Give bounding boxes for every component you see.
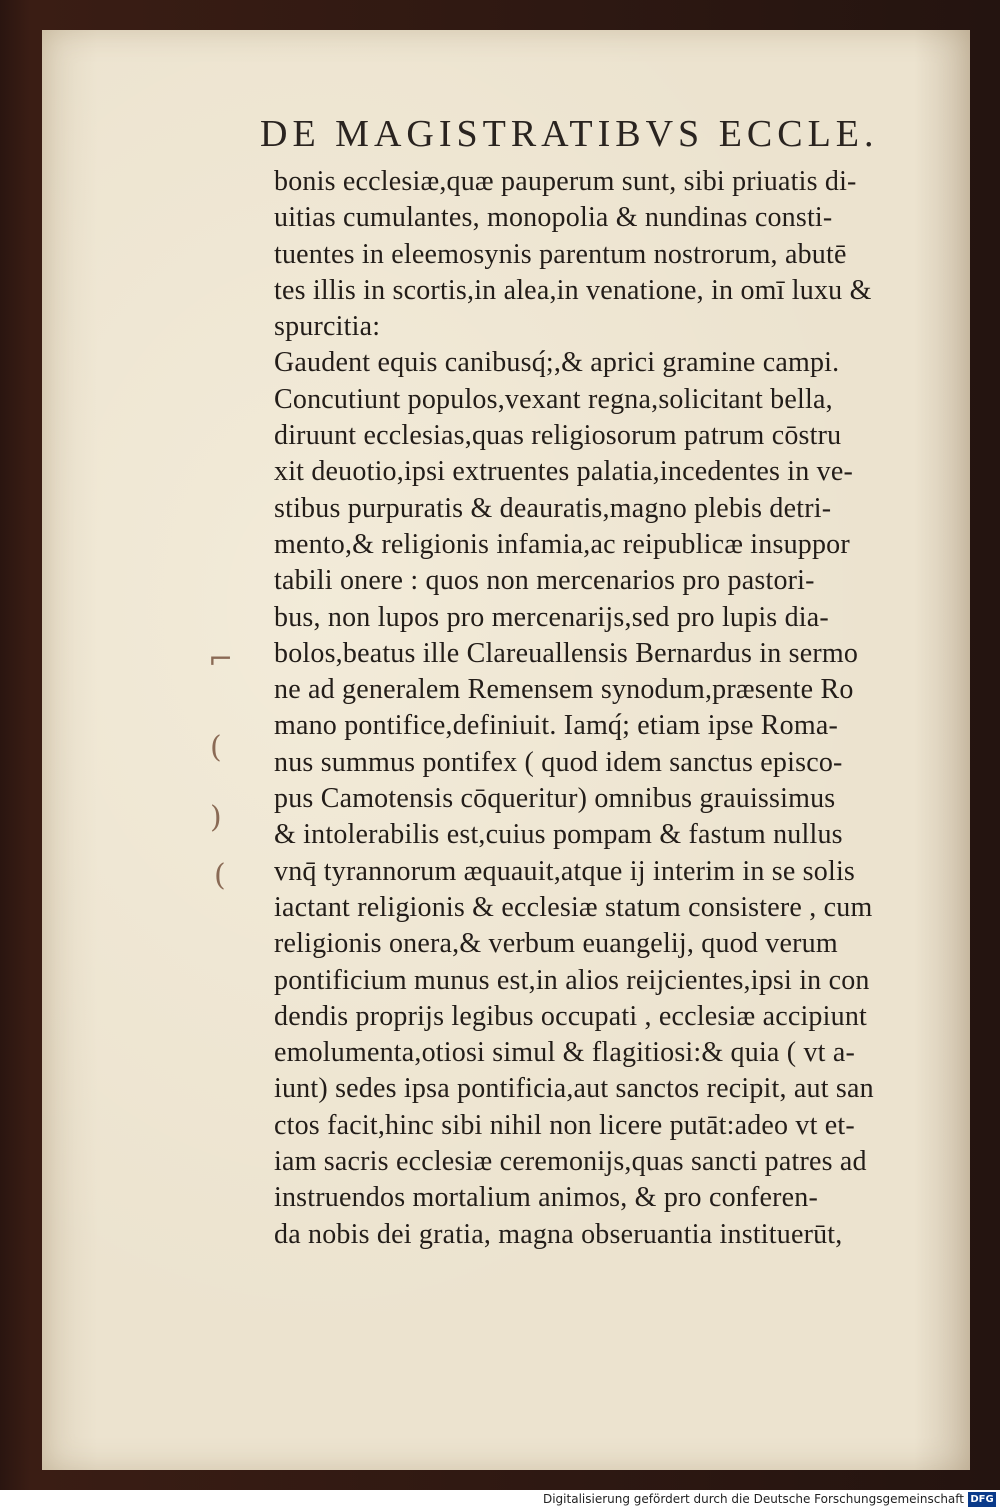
text-line: tabili onere : quos non mercenarios pro pastori- <box>274 565 815 597</box>
text-line: mano pontifice,definiuit. Iamq́; etiam ipse Roma- <box>274 710 839 742</box>
text-line: spurcitia: <box>274 311 381 343</box>
text-line: nus summus pontifex ( quod idem sanctus episco- <box>274 746 843 778</box>
text-line: pus Camotensis cōqueritur) omnibus grauissimus <box>274 783 836 815</box>
text-line: pontificium munus est,in alios reijcientes,ipsi in con <box>274 964 870 996</box>
text-line: mento,& religionis infamia,ac reipublicæ insuppor <box>274 528 850 560</box>
text-line: bonis ecclesiæ,quæ pauperum sunt, sibi priuatis di- <box>274 166 857 197</box>
margin-bracket-mark: ( <box>214 858 226 893</box>
text-line: tuentes in eleemosynis parentum nostrorum, abutē <box>274 238 847 270</box>
text-line: tes illis in scortis,in alea,in venatione, in omī luxu & <box>274 274 872 306</box>
text-line: emolumenta,otiosi simul & flagitiosi:& quia ( vt a- <box>274 1037 856 1069</box>
text-line: religionis onera,& verbum euangelij, quod verum <box>274 928 838 960</box>
body-text <box>274 164 984 1253</box>
margin-bracket-mark: ( <box>210 730 222 765</box>
text-line: iunt) sedes ipsa pontificia,aut sanctos recipit, aut san <box>274 1073 874 1105</box>
text-line: Gaudent equis canibusq́;,& aprici gramine campi. <box>274 347 840 379</box>
text-line: iactant religionis & ecclesiæ statum consistere , cum <box>274 891 873 923</box>
book-page <box>42 30 970 1470</box>
dfg-logo-icon: DFG <box>968 1492 996 1507</box>
margin-bracket-mark: ) <box>210 800 222 835</box>
text-line: diruunt ecclesias,quas religiosorum patrum cōstru <box>274 420 842 452</box>
text-line: bus, non lupos pro mercenarijs,sed pro lupis dia- <box>274 601 829 633</box>
text-line: Concutiunt populos,vexant regna,solicitant bella, <box>274 383 833 415</box>
text-line: xit deuotio,ipsi extruentes palatia,incedentes in ve- <box>274 456 853 488</box>
margin-bracket-mark: ⌐ <box>208 642 234 677</box>
funding-credit: Digitalisierung gefördert durch die Deutsche Forschungsgemeinschaft <box>542 1492 964 1506</box>
text-line: da nobis dei gratia, magna obseruantia instituerūt, <box>274 1218 843 1250</box>
text-line: stibus purpuratis & deauratis,magno plebis detri- <box>274 492 832 524</box>
text-line: & intolerabilis est,cuius pompam & fastum nullus <box>274 819 843 851</box>
text-line: dendis proprijs legibus occupati , ecclesiæ accipiunt <box>274 1000 867 1032</box>
text-line: ne ad generalem Remensem synodum,præsente Ro <box>274 674 854 706</box>
running-head: DE MAGISTRATIBVS ECCLE. <box>260 113 879 155</box>
text-line: instruendos mortalium animos, & pro conferen- <box>274 1182 818 1214</box>
text-line: uitias cumulantes, monopolia & nundinas consti- <box>274 202 833 234</box>
text-line: vnq̄ tyrannorum æquauit,atque ij interim in se solis <box>274 855 856 887</box>
footer-bar <box>0 1490 1000 1511</box>
text-line: bolos,beatus ille Clareuallensis Bernardus in sermo <box>274 637 859 669</box>
text-line: ctos facit,hinc sibi nihil non licere putāt:adeo vt et- <box>274 1109 855 1141</box>
text-line: iam sacris ecclesiæ ceremonijs,quas sancti patres ad <box>274 1146 867 1178</box>
